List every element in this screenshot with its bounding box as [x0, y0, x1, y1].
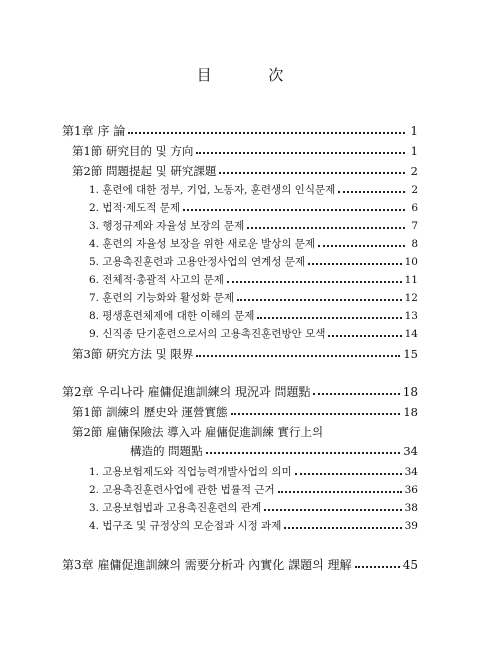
- leader-dots: [196, 355, 400, 357]
- toc-entry-page: 11: [404, 274, 418, 286]
- toc-title: 目 次: [196, 66, 310, 84]
- toc-entry-page: 34: [403, 444, 418, 458]
- leader-dots: [328, 335, 401, 337]
- leader-dots: [284, 527, 401, 529]
- toc-entry-label: 第3章 雇傭促進訓練의 需要分析과 內實化 課題의 理解: [62, 558, 352, 572]
- leader-dots: [231, 413, 401, 415]
- toc-entry-page: 6: [411, 202, 418, 214]
- toc-entry-label: 5. 고용촉진훈련과 고용안정사업의 연계성 문제: [89, 256, 306, 268]
- leader-dots: [313, 393, 399, 395]
- leader-dots: [196, 152, 405, 154]
- leader-dots: [247, 227, 405, 229]
- toc-entry-item-3: [89, 219, 418, 233]
- toc-entry-label: 9. 신직종 단기훈련으로서의 고용촉진훈련방안 모색: [89, 328, 326, 340]
- leader-dots: [183, 209, 405, 211]
- toc-entry-page: 38: [404, 502, 418, 514]
- toc-entry-label: 3. 행정규제와 자율성 보장의 문제: [89, 220, 245, 232]
- toc-entry-label: 1. 고용보험제도와 직업능력개발사업의 의미: [89, 466, 292, 478]
- toc-entry-page: 18: [403, 405, 418, 419]
- leader-dots: [338, 191, 405, 193]
- toc-entry-section-1-2: [72, 164, 418, 178]
- toc-entry-item-5: [89, 255, 418, 269]
- toc-entry-section-2-2: [72, 425, 418, 439]
- leader-dots: [264, 509, 401, 511]
- leader-dots: [318, 245, 405, 247]
- leader-dots: [308, 263, 402, 265]
- toc-entry-item-1: [89, 183, 418, 197]
- toc-entry-label: 6. 전체적·총괄적 사고의 문제: [89, 274, 224, 286]
- toc-entry-label: 7. 훈련의 기능화와 활성화 문제: [89, 292, 235, 304]
- toc-entry-label: 第3節 硏究方法 및 限界: [72, 347, 194, 361]
- toc-entry-item-4: [89, 237, 418, 251]
- toc-entry-page: 14: [404, 328, 418, 340]
- toc-entry-label: 3. 고용보험법과 고용촉진훈련의 관계: [89, 502, 262, 514]
- toc-entry-page: 8: [411, 238, 418, 250]
- leader-dots: [295, 473, 402, 475]
- toc-entry-item-2-2: [89, 483, 418, 497]
- toc-entry-label: 第2章 우리나라 雇傭促進訓練의 現況과 問題點: [62, 385, 311, 399]
- toc-entry-item-2-4: [89, 519, 418, 533]
- leader-dots: [128, 132, 405, 134]
- toc-entry-section-1-1: [72, 144, 418, 158]
- toc-entry-label: 2. 법적·제도적 문제: [89, 202, 181, 214]
- leader-dots: [257, 317, 401, 319]
- toc-entry-page: 15: [403, 347, 418, 361]
- toc-entry-page: 2: [410, 164, 418, 178]
- toc-entry-page: 12: [404, 292, 418, 304]
- toc-entry-chapter-2: [62, 385, 418, 399]
- toc-entry-page: 10: [404, 256, 418, 268]
- toc-entry-item-7: [89, 291, 418, 305]
- toc-entry-page: 18: [402, 385, 418, 399]
- leader-dots: [237, 299, 402, 301]
- toc-entry-page: 36: [404, 484, 418, 496]
- toc-entry-label: 8. 평생훈련체제에 대한 이해의 문제: [89, 310, 255, 322]
- leader-dots: [206, 452, 401, 454]
- toc-entry-page: 39: [404, 520, 418, 532]
- toc-entry-section-2-2-continued: [130, 444, 418, 458]
- toc-entry-section-2-1: [72, 405, 418, 419]
- toc-entry-label: 第2節 問題提起 및 硏究課題: [72, 164, 217, 178]
- toc-entry-item-2-1: [89, 465, 418, 479]
- toc-entry-chapter-3: [62, 558, 418, 572]
- leader-dots: [219, 172, 405, 174]
- toc-entry-label: 1. 훈련에 대한 정부, 기업, 노동자, 훈련생의 인식문제: [89, 184, 336, 196]
- toc-entry-label: 2. 고용촉진훈련사업에 관한 법률적 근거: [89, 484, 275, 496]
- toc-entry-page: 2: [411, 184, 418, 196]
- toc-entry-label: 4. 훈련의 자율성 보장을 위한 새로운 발상의 문제: [89, 238, 316, 250]
- toc-entry-label: 4. 법구조 및 규정상의 모순점과 시정 과제: [89, 520, 282, 532]
- toc-entry-item-8: [89, 309, 418, 323]
- toc-entry-label: 第1節 訓練의 歷史와 運營實態: [72, 405, 228, 419]
- toc-entry-item-6: [89, 273, 418, 287]
- toc-entry-item-2: [89, 201, 418, 215]
- toc-entry-label: 第1章 序 論: [62, 124, 126, 138]
- toc-entry-label: 第2節 雇傭保險法 導入과 雇傭促進訓練 實行上의: [72, 425, 324, 439]
- toc-entry-item-9: [89, 327, 418, 341]
- toc-entry-page: 45: [402, 558, 418, 572]
- toc-entry-page: 1: [410, 144, 418, 158]
- toc-entry-chapter-1: [62, 124, 418, 138]
- toc-entry-label: 第1節 研究目的 및 方向: [72, 144, 194, 158]
- leader-dots: [355, 566, 400, 568]
- leader-dots: [278, 491, 402, 493]
- toc-entry-page: 7: [411, 220, 418, 232]
- toc-entry-page: 13: [404, 310, 418, 322]
- toc-entry-label: 構造的 問題點: [130, 444, 203, 458]
- toc-entry-page: 34: [404, 466, 418, 478]
- toc-entry-section-1-3: [72, 347, 418, 361]
- leader-dots: [227, 281, 402, 283]
- toc-entry-item-2-3: [89, 501, 418, 515]
- toc-entry-page: 1: [410, 124, 418, 138]
